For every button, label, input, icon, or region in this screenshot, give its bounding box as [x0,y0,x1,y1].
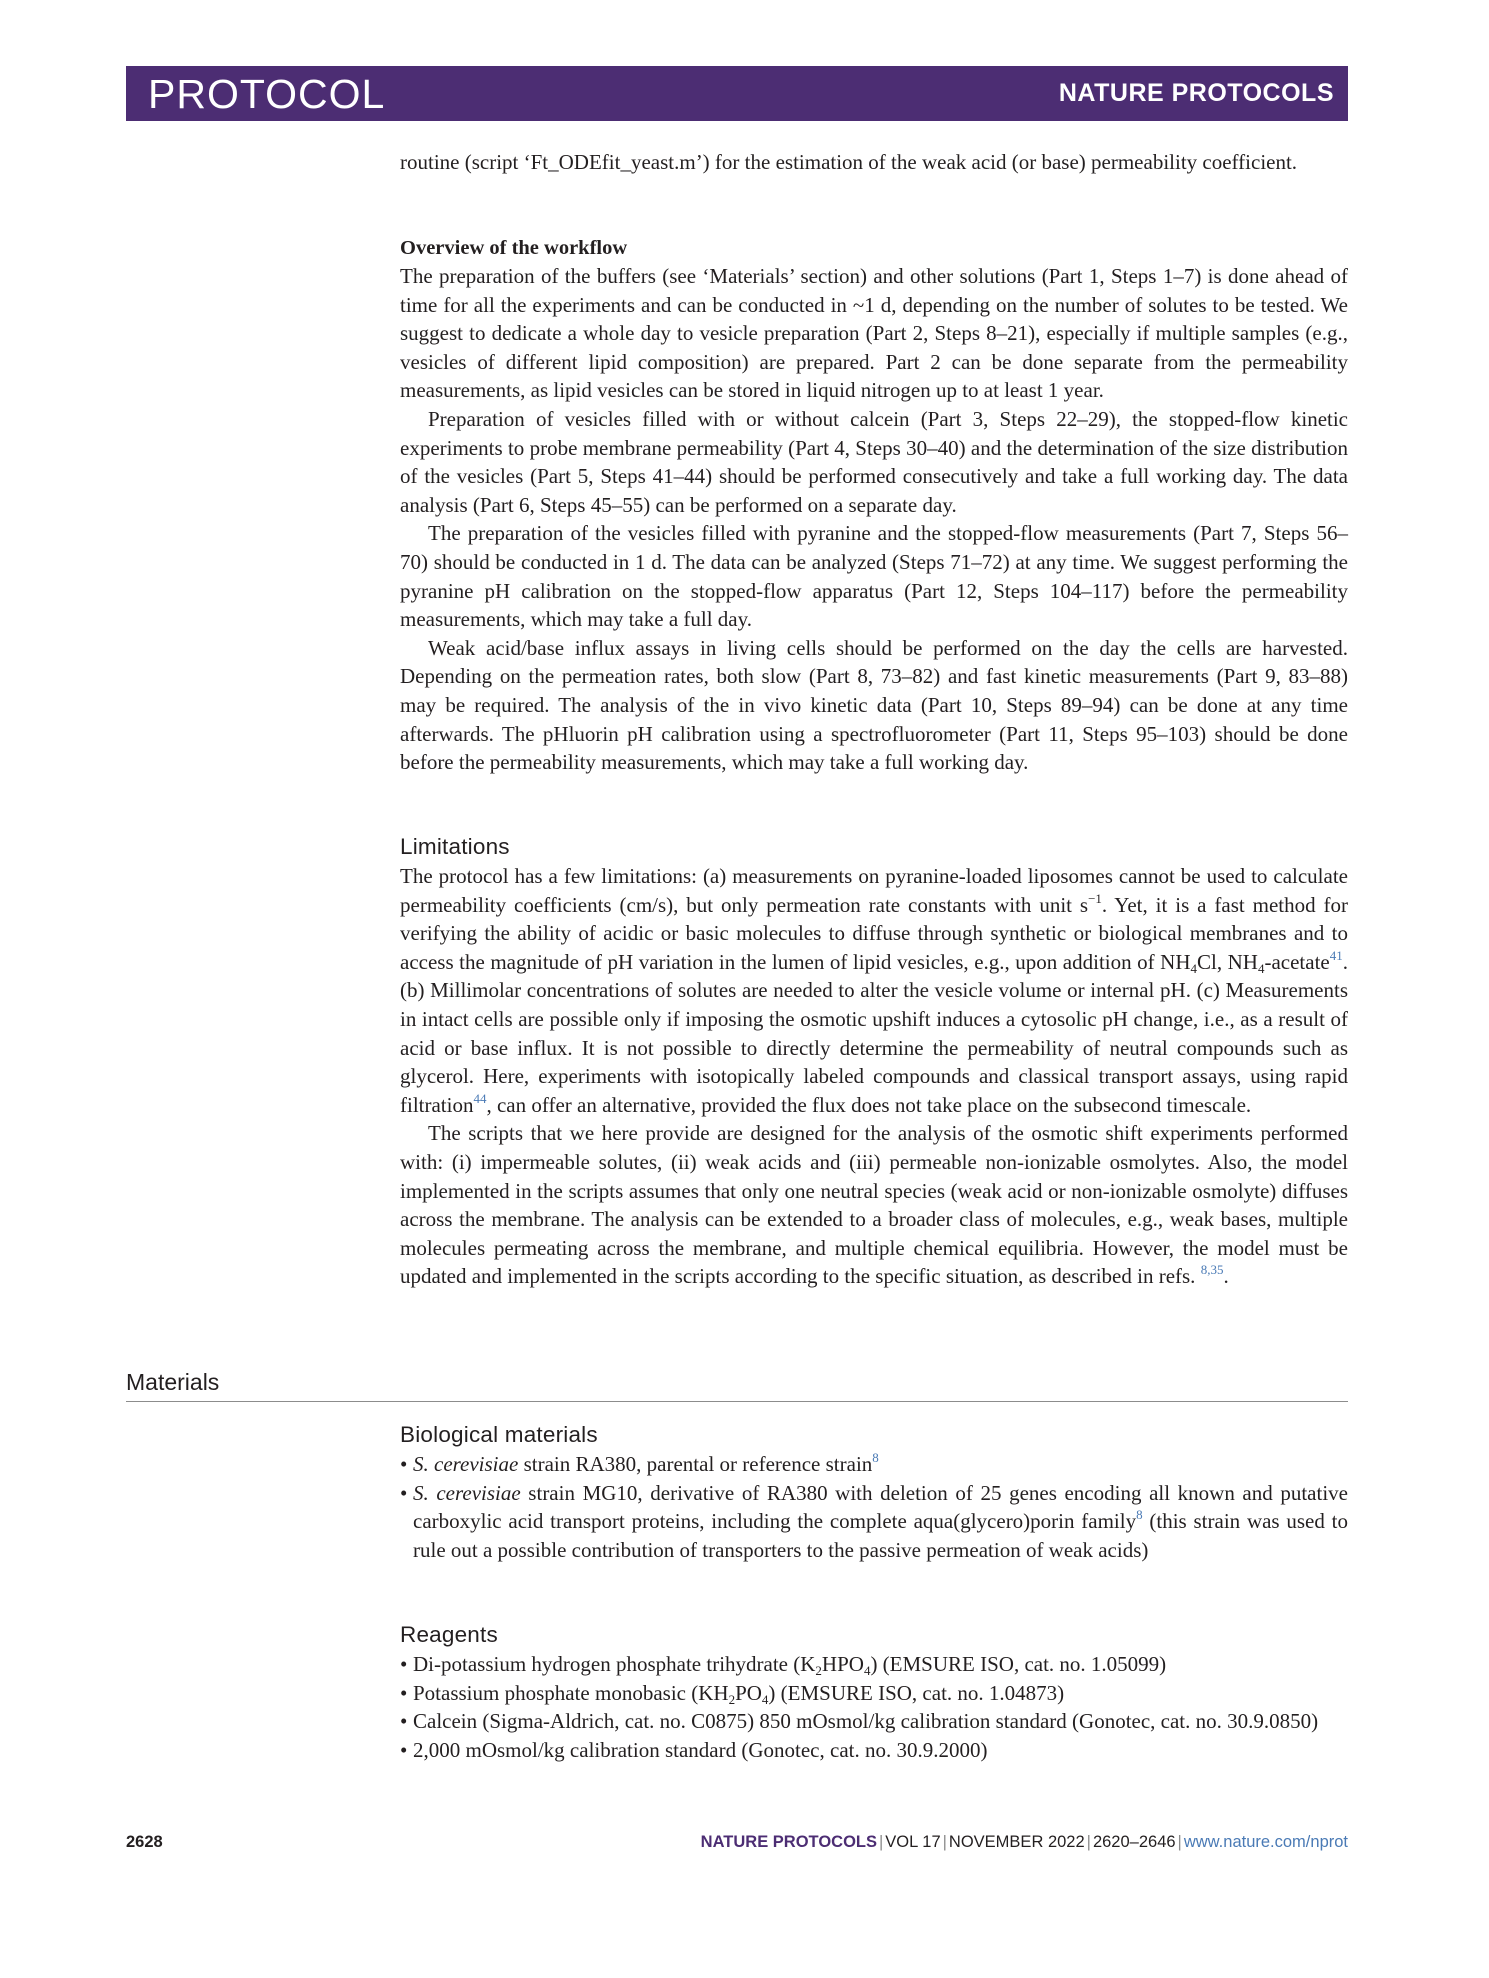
footer-url-link[interactable]: www.nature.com/nprot [1183,1833,1348,1851]
reagents-section [400,1620,1348,1764]
reagents-list [400,1650,1348,1764]
footer-citation: NATURE PROTOCOLS | VOL 17 | NOVEMBER 2022 | 2620–2646 | www.nature.com/nprot [700,1833,1348,1851]
footer-volume: VOL 17 [885,1833,941,1851]
biological-materials-heading: Biological materials [400,1422,598,1447]
footer-date: NOVEMBER 2022 [948,1833,1085,1851]
overview-paragraph-3: The preparation of the vesicles filled with pyranine and the stopped-flow measurements (Part 7, Steps 56–70) should be conducted in 1 d. The data can be analyzed (Steps 71–72) at any time. We suggest performing the pyranine pH calibration on the stopped-flow apparatus (Part 12, Steps 104–117) before the permeability measurements, which may take a full day. [400,521,1348,632]
list-item: • 2,000 mOsmol/kg calibration standard (Gonotec, cat. no. 30.9.2000) [400,1736,1348,1765]
page-number: 2628 [126,1833,163,1851]
list-item: • Di-potassium hydrogen phosphate trihydrate $(K_2HPO_4)$ (EMSURE ISO, cat. no. 1.05099) [400,1650,1348,1679]
overview-paragraph-4: Weak acid/base influx assays in living cells should be performed on the day the cells are harvested. Depending on the permeation rates, both slow (Part 8, 73–82) and fast kinetic measurements (Part 9, 83–88) may be required. The analysis of the in vivo kinetic data (Part 10, Steps 89–94) can be done at any time afterwards. The pHluorin pH calibration using a spectrofluorometer (Part 11, Steps 95–103) should be done before the permeability measurements, which may take a full working day. [400,635,1348,775]
list-item: • Potassium phosphate monobasic $(KH_2PO_4)$ (EMSURE ISO, cat. no. 1.04873) [400,1679,1348,1708]
citation-link[interactable]: 8 [1136,1507,1143,1523]
limitations-paragraph-2: The scripts that we here provide are designed for the analysis of the osmotic shift experiments performed with: (i) impermeable solutes, (ii) weak acids and (iii) permeable non-ionizable osmolytes. Also, the model implemented in the scripts assumes that only one neutral species (weak acid or non-ionizable osmolyte) diffuses across the membrane. The analysis can be extended to a broader class of molecules, e.g., weak bases, multiple molecules permeating across the membrane, and multiple chemical equilibria. However, the model must be updated and implemented in the scripts according to the specific situation, as described in refs. $^{8,35}$. [400,1121,1348,1289]
materials-section-label: Materials [126,1369,220,1395]
limitations-paragraph-1: The protocol has a few limitations: (a) measurements on pyranine-loaded liposomes cannot be used to calculate permeability coefficients (cm/s), but only permeation rate constants with unit $s^{-1}$. Yet, it is a fast method for verifying the ability of acidic or basic molecules to diffuse through synthetic or biological membranes and to access the magnitude of pH variation in the lumen of lipid vesicles, e.g., upon addition of $NH_4Cl$, $NH_4-acetate^{41}$. (b) Millimolar concentrations of solutes are needed to alter the vesicle volume or internal pH. (c) Measurements in intact cells are possible only if imposing the osmotic upshift induces a cytosolic pH change, i.e., as a result of acid or base influx. It is not possible to directly determine the permeability of neutral compounds such as glycerol. Here, experiments with isotopically labeled compounds and classical transport assays, using rapid filtration$^{44}$, can offer an alternative, provided the flux does not take place on the subsecond timescale. [400,864,1348,1117]
citation-link[interactable]: 44 [473,1090,487,1106]
footer-journal: NATURE PROTOCOLS [700,1833,877,1851]
article-type-label: PROTOCOL [148,71,386,117]
overview-paragraph-2: Preparation of vesicles filled with or without calcein (Part 3, Steps 22–29), the stopped-flow kinetic experiments to probe membrane permeability (Part 4, Steps 30–40) and the determination of the size distribution of the vesicles (Part 5, Steps 41–44) should be performed consecutively and take a full working day. The data analysis (Part 6, Steps 45–55) can be performed on a separate day. [400,406,1348,517]
section-divider [126,1401,1348,1402]
citation-link[interactable]: 8,35 [1200,1262,1224,1278]
journal-header-bar [126,66,1348,121]
reagents-heading: Reagents [400,1622,498,1647]
list-item: • Calcein (Sigma-Aldrich, cat. no. C0875) 850 mOsmol/kg calibration standard (Gonotec, cat. no. 30.9.0850) [400,1707,1348,1736]
intro-paragraph: routine (script ‘Ft_ODEfit_yeast.m’) for the estimation of the weak acid (or base) permeability coefficient. [400,150,1298,174]
citation-link[interactable]: 8 [872,1449,879,1465]
list-item: • S. cerevisiae strain RA380, parental or reference strain$^8$ [400,1450,1348,1479]
footer-pages: 2620–2646 [1092,1833,1176,1851]
overview-paragraph-1: The preparation of the buffers (see ‘Materials’ section) and other solutions (Part 1, Steps 1–7) is done ahead of time for all the experiments and can be conducted in ~1 d, depending on the number of solutes to be tested. We suggest to dedicate a whole day to vesicle preparation (Part 2, Steps 8–21), especially if multiple samples (e.g., vesicles of different lipid composition) are prepared. Part 2 can be done separate from the permeability measurements, as lipid vesicles can be stored in liquid nitrogen up to at least 1 year. [400,264,1348,403]
limitations-section [400,832,1348,1291]
biological-materials-list [400,1450,1348,1564]
overview-heading: Overview of the workflow [400,237,628,259]
overview-section [400,234,1348,777]
intro-block [400,148,1348,177]
journal-name-label: NATURE PROTOCOLS [1058,79,1334,107]
limitations-heading: Limitations [400,834,510,859]
list-item: • S. cerevisiae strain MG10, derivative of RA380 with deletion of 25 genes encoding all known and putative carboxylic acid transport proteins, including the complete aqua(glycero)porin family$^8$ (this strain was used to rule out a possible contribution of transporters to the passive permeation of weak acids) [400,1479,1348,1565]
biological-materials-section [400,1420,1348,1564]
citation-link[interactable]: 41 [1329,947,1343,963]
